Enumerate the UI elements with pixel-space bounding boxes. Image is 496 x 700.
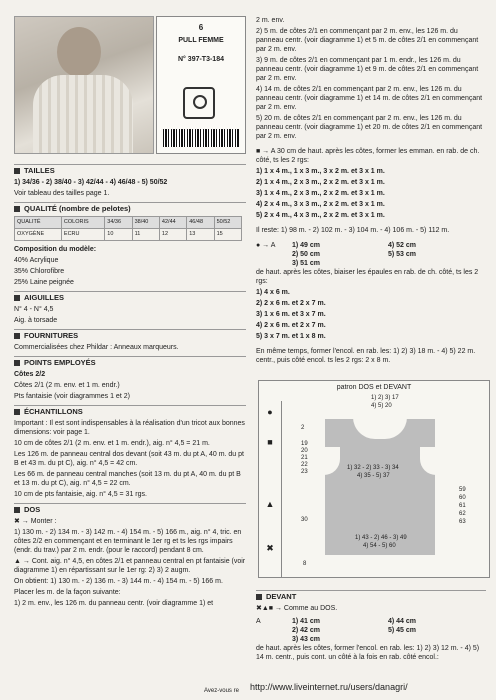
- top-label: 4) 5) 20: [371, 403, 392, 409]
- pattern-info-box: [156, 16, 246, 154]
- devant-section: [256, 586, 486, 664]
- circle-icon: ●: [267, 407, 273, 417]
- mid-label: 1) 32 - 2) 33 - 3) 34: [347, 465, 399, 471]
- echantillon-para: Les 66 m. de panneau central manches (soit 13 m. du pt A, 40 m. du pt B et 13 m. du pt C), aig. n° 4,5 = 22 cm.: [14, 471, 241, 487]
- table-cell: COLORIS: [61, 217, 104, 229]
- dos-para: 1) 2 m. env., les 126 m. du panneau centr. (voir diagramme 1) et: [14, 600, 214, 607]
- table-cell: 34/36: [105, 217, 132, 229]
- composition-line: 25% Laine peignée: [14, 279, 74, 286]
- devant-label-a: A: [256, 618, 261, 625]
- composition-line: 40% Acrylique: [14, 257, 59, 264]
- right-num: 62: [459, 511, 466, 517]
- section-echantillons: ÉCHANTILLONS: [14, 405, 246, 417]
- table-cell: 42/44: [159, 217, 186, 229]
- table-cell: 15: [214, 229, 241, 241]
- emman-line: 2) 1 x 4 m., 2 x 3 m., 2 x 2 m. et 3 x 1 m.: [256, 179, 385, 186]
- devant-col-a: [292, 617, 388, 644]
- left-num: 22: [301, 462, 308, 468]
- echantillon-para: Les 126 m. de panneau central dos devant (soit 43 m. du pt A, 40 m. du pt B et 43 m. du pt C), aig. n° 4,5 = 42 cm.: [14, 451, 244, 467]
- sweater-armhole-left: [324, 447, 340, 475]
- section-qualite: QUALITÉ (nombre de pelotes): [14, 202, 246, 214]
- epaules-intro: de haut. après les côtes, biaiser les épaules en rab. de ch. côté, ts les 2 rgs:: [256, 269, 479, 285]
- size-item: 5) 45 cm: [388, 627, 417, 634]
- right-num: 61: [459, 503, 466, 509]
- echantillon-para: 10 cm de côtes 2/1 (2 m. env. et 1 m. endr.), aig. n° 4,5 = 21 m.: [14, 440, 210, 447]
- left-num: 21: [301, 455, 308, 461]
- tailles-note: Voir tableau des tailles page 1.: [14, 190, 110, 197]
- section-devant: DEVANT: [256, 590, 486, 602]
- left-num: 2: [301, 425, 305, 431]
- table-cell: 10: [105, 229, 132, 241]
- base-height: 8: [303, 561, 307, 567]
- square-icon: ■: [267, 437, 273, 447]
- size-item: 3) 43 cm: [292, 636, 321, 643]
- composition-line: 35% Chlorofibre: [14, 268, 65, 275]
- devant-sizes: [256, 617, 486, 644]
- triangle-icon: ▲: [265, 499, 275, 509]
- devant-line: de haut. après les côtes, former l'encol. en rab. les: 1) 2) 3) 12 m. - 4) 5) 14 m. centr., puis cont. un côté à la fois en rab. côté encol.:: [256, 645, 480, 661]
- tailles-line: 1) 34/36 - 2) 38/40 - 3) 42/44 - 4) 46/48 - 5) 50/52: [14, 179, 168, 186]
- right-num: 60: [459, 495, 466, 501]
- bottom-label: 4) 54 - 5) 60: [363, 543, 396, 549]
- points-line: Côtes 2/1 (2 m. env. et 1 m. endr.): [14, 382, 120, 389]
- height-item: 3) 51 cm: [292, 260, 321, 267]
- right-num: 63: [459, 519, 466, 525]
- left-num: 23: [301, 469, 308, 475]
- symbol-column: [259, 401, 282, 577]
- left-num: 20: [301, 448, 308, 454]
- table-cell: QUALITÉ: [15, 217, 62, 229]
- body-height: 30: [301, 517, 308, 523]
- height-item: 5) 53 cm: [388, 251, 417, 258]
- right-para: 5) 20 m. de côtes 2/1 en commençant par 2 m. env., les 126 m. du panneau centr. (voir diagramme 1) et 20 m. de côtes 2/1 en commençant par 2 m. env.: [256, 115, 483, 140]
- right-num: 59: [459, 487, 466, 493]
- model-photo: [14, 16, 154, 154]
- cross-icon: ✖: [266, 543, 274, 553]
- section-fournitures: FOURNITURES: [14, 329, 246, 341]
- composition-title: Composition du modèle:: [14, 246, 97, 253]
- epaules-line: 1) 4 x 6 m.: [256, 289, 290, 296]
- pattern-title: PULL FEMME: [178, 37, 224, 44]
- table-cell: ECRU: [61, 229, 104, 241]
- brand-logo-icon: [183, 87, 215, 119]
- emman-line: 1) 1 x 4 m., 1 x 3 m., 3 x 2 m. et 3 x 1 m.: [256, 168, 385, 175]
- barcode: [163, 129, 239, 147]
- model-sweater: [33, 75, 133, 154]
- table-cell: 46/48: [187, 217, 214, 229]
- dos-para: On obtient: 1) 130 m. - 2) 136 m. - 3) 144 m. - 4) 154 m. - 5) 166 m.: [14, 578, 223, 585]
- right-para: 2) 5 m. de côtes 2/1 en commençant par 2 m. env., les 126 m. du panneau centr. (voir diagramme 1) et 5 m. de côtes 2/1 en commençant par 2 m. env.: [256, 28, 479, 53]
- left-column: [14, 160, 246, 610]
- diagram-title: patron DOS et DEVANT: [336, 384, 412, 391]
- footer-url[interactable]: http://www.liveinternet.ru/users/danagri/: [250, 682, 408, 692]
- footer-note: Avez-vous re: [204, 688, 239, 694]
- echantillon-para: 10 cm de pts fantaisie, aig. n° 4,5 = 31 rgs.: [14, 491, 147, 498]
- section-dos: DOS: [14, 503, 246, 515]
- dos-para: 1) 130 m. - 2) 134 m. - 3) 142 m. - 4) 154 m. - 5) 166 m., aig. n° 4, tric. en côtes 2/2 en commençant et en terminant le 1er rg et ts les rgs impairs (endr. du trav.) par 2 m. endr. (pour le raccord) pendant 8 cm.: [14, 529, 242, 554]
- right-para: 4) 14 m. de côtes 2/1 en commençant par 2 m. env., les 126 m. du panneau centr. (voir diagramme 1) et 14 m. de côtes 2/1 en commençant par 2 m. env.: [256, 86, 483, 111]
- section-aiguilles: AIGUILLES: [14, 291, 246, 303]
- right-para: 2 m. env.: [256, 17, 285, 24]
- epaules-line: 4) 2 x 6 m. et 2 x 7 m.: [256, 322, 326, 329]
- height-item: 4) 52 cm: [388, 242, 417, 249]
- meme-temps: En même temps, former l'encol. en rab. les: 1) 2) 3) 18 m. - 4) 5) 22 m. centr., puis côté encol. ts les 2 rgs: 2 x 8 m.: [256, 348, 476, 364]
- bottom-label: 1) 43 - 2) 46 - 3) 49: [355, 535, 407, 541]
- epaules-line: 5) 3 x 7 m. et 1 x 8 m.: [256, 333, 326, 340]
- section-tailles: TAILLES: [14, 164, 246, 176]
- table-row: [15, 229, 242, 241]
- height-item: 1) 49 cm: [292, 242, 321, 249]
- emman-line: 4) 2 x 4 m., 3 x 3 m., 2 x 2 m. et 3 x 1 m.: [256, 201, 385, 208]
- reste-line: Il reste: 1) 98 m. - 2) 102 m. - 3) 104 m. - 4) 106 m. - 5) 112 m.: [256, 227, 450, 234]
- dos-para: ▲ → Cont. aig. n° 4,5, en côtes 2/1 et panneau central en pt fantaisie (voir diagramme 1) en répartissant sur le 1er rg: 2) 3) 2 augm.: [14, 558, 246, 574]
- section-points: POINTS EMPLOYÉS: [14, 356, 246, 368]
- pattern-ref: N° 397-T3-184: [178, 56, 224, 63]
- heights-label: ● → A: [256, 242, 276, 249]
- heights-col-a: [292, 241, 388, 268]
- points-line: Pts fantaisie (voir diagrammes 1 et 2): [14, 393, 130, 400]
- points-line: Côtes 2/2: [14, 371, 46, 378]
- dos-para: Placer les m. de la façon suivante:: [14, 589, 121, 596]
- table-cell: 13: [187, 229, 214, 241]
- top-label: 1) 2) 3) 17: [371, 395, 399, 401]
- mid-label: 4) 35 - 5) 37: [357, 473, 390, 479]
- pattern-diagram: [258, 380, 490, 578]
- size-item: 2) 42 cm: [292, 627, 321, 634]
- table-header-row: [15, 217, 242, 229]
- right-para: 3) 9 m. de côtes 2/1 en commençant par 1 m. endr., les 126 m. du panneau centr. (voir diagramme 1) et 9 m. de côtes 2/1 en commençant par 2 m. env.: [256, 57, 479, 82]
- table-cell: 11: [132, 229, 159, 241]
- height-item: 2) 50 cm: [292, 251, 321, 258]
- model-head: [57, 27, 101, 77]
- dos-para: ✖ → Monter :: [14, 518, 57, 525]
- left-num: 19: [301, 441, 308, 447]
- emman-line: 5) 2 x 4 m., 4 x 3 m., 2 x 2 m. et 3 x 1 m.: [256, 212, 385, 219]
- aiguilles-line: Aig. à torsade: [14, 317, 58, 324]
- sweater-armhole-right: [420, 447, 436, 475]
- epaules-line: 3) 1 x 6 m. et 3 x 7 m.: [256, 311, 326, 318]
- emman-line: 3) 1 x 4 m., 2 x 3 m., 2 x 2 m. et 3 x 1 m.: [256, 190, 385, 197]
- devant-col-b: [388, 617, 416, 644]
- sweater-neck: [353, 417, 407, 439]
- size-item: 4) 44 cm: [388, 618, 417, 625]
- pattern-number: 6: [198, 23, 204, 32]
- right-column: [256, 16, 486, 367]
- table-cell: OXYGÈNE: [15, 229, 62, 241]
- devant-line: ✖▲■ → Comme au DOS.: [256, 605, 338, 612]
- qualite-table: [14, 216, 242, 241]
- aiguilles-line: N° 4 - N° 4,5: [14, 306, 54, 313]
- table-cell: 38/40: [132, 217, 159, 229]
- heights-col-b: [388, 241, 416, 268]
- table-cell: 50/52: [214, 217, 241, 229]
- heights-block: [256, 241, 486, 268]
- echantillon-para: Important : Il est sont indispensables à la réalisation d'un tricot aux bonnes dimensions: voir page 1.: [14, 420, 245, 436]
- emman-intro: ■ → A 30 cm de haut. après les côtes, former les emman. en rab. de ch. côté, ts les 2 rgs:: [256, 148, 480, 164]
- size-item: 1) 41 cm: [292, 618, 321, 625]
- fournitures-text: Commercialisées chez Phildar : Anneaux marqueurs.: [14, 344, 179, 351]
- epaules-line: 2) 2 x 6 m. et 2 x 7 m.: [256, 300, 326, 307]
- table-cell: 12: [159, 229, 186, 241]
